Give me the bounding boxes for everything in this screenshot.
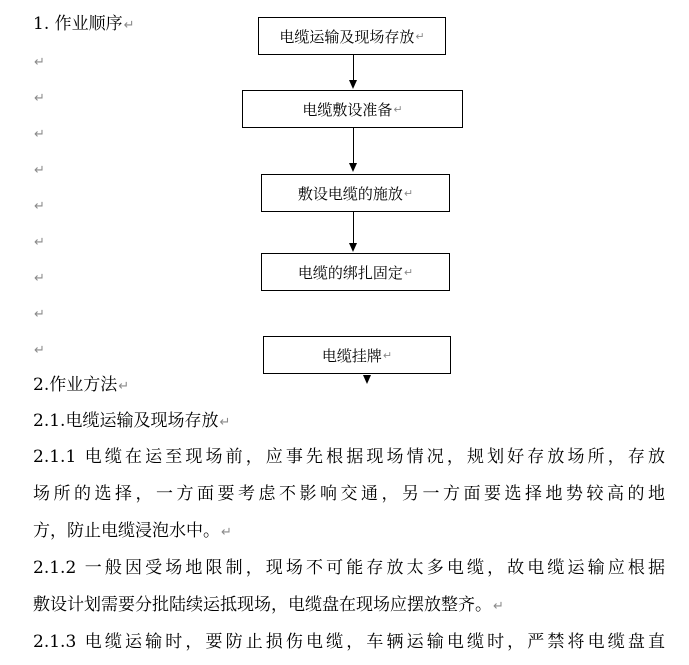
paragraph-mark-icon: ↵ bbox=[415, 29, 425, 43]
paragraph-mark-icon: ↵ bbox=[118, 379, 130, 394]
flow-step-binding-fixing: 电缆的绑扎固定 ↵ bbox=[261, 253, 450, 291]
text-line: 2.1.1 电缆在运至现场前，应事先根据现场情况，规划好存放场所，存放 bbox=[33, 447, 665, 467]
text-line: 敷设计划需要分批陆续运抵现场，电缆盘在现场应摆放整齐。↵ bbox=[33, 595, 504, 615]
empty-paragraph bbox=[33, 231, 45, 250]
paragraph-mark-icon: ↵ bbox=[34, 55, 45, 70]
text-line: 2.1.2 一般因受场地限制，现场不可能存放太多电缆，故电缆运输应根据 bbox=[33, 558, 665, 578]
paragraph-mark-icon: ↵ bbox=[34, 271, 45, 286]
paragraph-mark-icon: ↵ bbox=[34, 163, 45, 178]
section-1-title: 1. 作业顺序↵ bbox=[33, 14, 135, 34]
section-2-title: 2.作业方法↵ bbox=[33, 375, 130, 395]
flow-step-cable-pulling: 敷设电缆的施放 ↵ bbox=[261, 174, 450, 212]
arrow-down-icon bbox=[363, 375, 371, 384]
section-2-1-title: 2.1.电缆运输及现场存放↵ bbox=[33, 411, 231, 431]
paragraph-mark-icon: ↵ bbox=[34, 307, 45, 322]
text-line: 场所的选择，一方面要考虑不影响交通，另一方面要选择地势较高的地 bbox=[33, 484, 665, 504]
flow-step-cable-tagging: 电缆挂牌 ↵ bbox=[263, 336, 451, 374]
paragraph-2-1-2 bbox=[33, 554, 665, 628]
flow-connector bbox=[353, 212, 354, 244]
empty-paragraph bbox=[33, 51, 45, 70]
empty-paragraph bbox=[33, 339, 45, 358]
empty-paragraph bbox=[33, 123, 45, 142]
flow-step-transport-storage: 电缆运输及现场存放 ↵ bbox=[258, 17, 446, 55]
paragraph-mark-icon: ↵ bbox=[123, 18, 135, 33]
paragraph-mark-icon: ↵ bbox=[34, 235, 45, 250]
text-line: 2.1.3 电缆运输时，要防止损伤电缆，车辆运输电缆时，严禁将电缆盘直 bbox=[33, 632, 665, 652]
arrow-down-icon bbox=[349, 243, 357, 252]
flow-step-laying-preparation: 电缆敷设准备 ↵ bbox=[242, 90, 463, 128]
arrow-down-icon bbox=[349, 163, 357, 172]
empty-paragraph bbox=[33, 303, 45, 322]
paragraph-mark-icon: ↵ bbox=[34, 199, 45, 214]
paragraph-mark-icon: ↵ bbox=[34, 91, 45, 106]
paragraph-mark-icon: ↵ bbox=[382, 348, 393, 362]
empty-paragraph bbox=[33, 267, 45, 286]
arrow-down-icon bbox=[349, 80, 357, 89]
paragraph-mark-icon: ↵ bbox=[393, 102, 403, 116]
paragraph-mark-icon: ↵ bbox=[403, 186, 414, 200]
empty-paragraph bbox=[33, 87, 45, 106]
text-line: 方，防止电缆浸泡水中。↵ bbox=[33, 521, 232, 541]
paragraph-2-1-1 bbox=[33, 443, 665, 554]
paragraph-mark-icon: ↵ bbox=[403, 265, 414, 279]
paragraph-mark-icon: ↵ bbox=[221, 525, 232, 540]
paragraph-mark-icon: ↵ bbox=[34, 343, 45, 358]
flow-connector bbox=[353, 128, 354, 164]
empty-paragraph bbox=[33, 159, 45, 178]
paragraph-mark-icon: ↵ bbox=[34, 127, 45, 142]
paragraph-mark-icon: ↵ bbox=[219, 415, 231, 430]
paragraph-2-1-3 bbox=[33, 628, 665, 665]
paragraph-mark-icon: ↵ bbox=[493, 599, 504, 614]
flow-connector bbox=[353, 55, 354, 81]
empty-paragraph bbox=[33, 195, 45, 214]
